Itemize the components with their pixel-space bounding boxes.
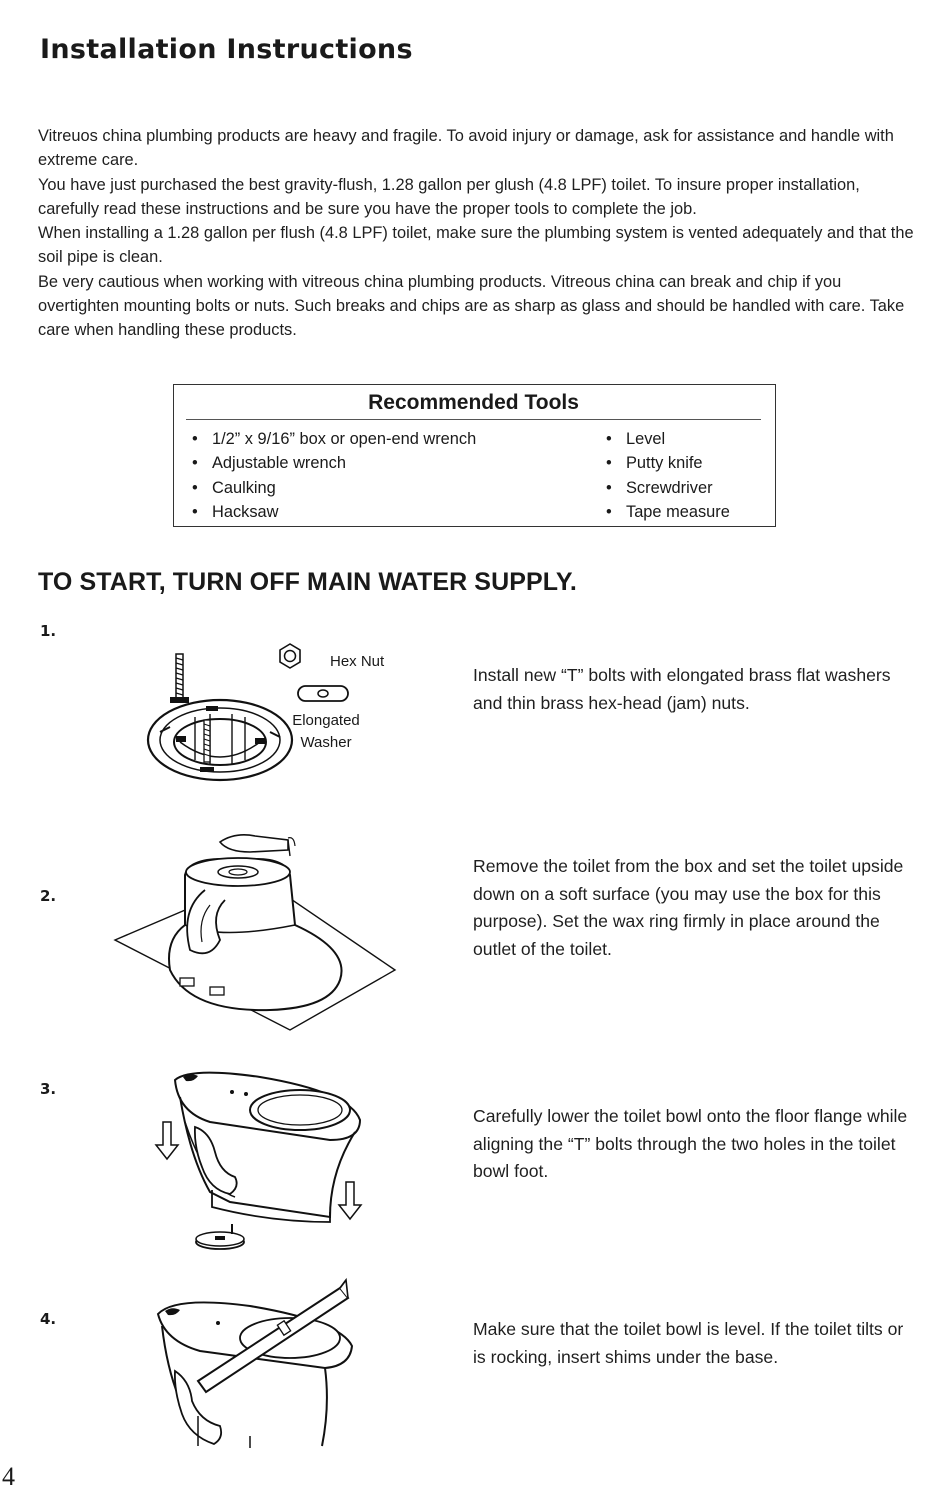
bullet-icon: • xyxy=(606,430,612,448)
step-3-number: 3. xyxy=(40,1080,57,1098)
toilet-upside-down-illustration xyxy=(110,830,400,1035)
hex-nut-label: Hex Nut xyxy=(330,653,385,670)
level-bowl-illustration xyxy=(150,1276,370,1451)
tool-item: • Tape measure xyxy=(606,500,730,524)
tool-item: • 1/2” x 9/16” box or open-end wrench xyxy=(192,427,476,451)
step-2-number: 2. xyxy=(40,887,57,905)
washer-label-line2: Washer xyxy=(300,734,352,751)
bullet-icon: • xyxy=(606,454,612,473)
tool-item: • Putty knife xyxy=(606,451,730,475)
tools-list-left xyxy=(192,427,476,525)
tools-list-right xyxy=(606,427,730,525)
start-heading: TO START, TURN OFF MAIN WATER SUPPLY. xyxy=(38,568,577,596)
intro-paragraph: Be very cautious when working with vitreous china plumbing products. Vitreous china can break and chip if you overtighten mounting bolts or nuts. Such breaks and chips are as sharp as glass and should be handled with care. Take care when handling these products. xyxy=(38,272,905,340)
lower-bowl-illustration xyxy=(150,1062,370,1257)
bullet-icon: • xyxy=(192,430,198,448)
intro-text xyxy=(38,124,918,343)
bullet-icon: • xyxy=(192,478,198,497)
tool-item: • Level xyxy=(606,427,730,451)
tool-item: • Hacksaw xyxy=(192,500,476,524)
step-2-text: Remove the toilet from the box and set the toilet upside down on a soft surface (you may use the box for this purpose). Set the wax ring firmly in place around the outlet of the toilet. xyxy=(473,856,904,959)
bullet-icon: • xyxy=(192,454,198,473)
intro-paragraph: Vitreuos china plumbing products are heavy and fragile. To avoid injury or damage, ask for assistance and handle with extreme care. xyxy=(38,127,894,170)
bolt-flange-illustration xyxy=(140,642,400,787)
intro-paragraph: You have just purchased the best gravity-flush, 1.28 gallon per glush (4.8 LPF) toilet. To insure proper installation, carefully read these instructions and be sure you have the proper tools to complete the job. xyxy=(38,175,860,218)
tool-item: • Screwdriver xyxy=(606,476,730,500)
step-4-number: 4. xyxy=(40,1310,57,1328)
page-title: Installation Instructions xyxy=(40,34,413,65)
step-3-text: Carefully lower the toilet bowl onto the floor flange while aligning the “T” bolts through the two holes in the toilet bowl foot. xyxy=(473,1106,908,1181)
recommended-tools-box xyxy=(173,384,776,527)
tools-title: Recommended Tools xyxy=(186,389,761,420)
step-4-text: Make sure that the toilet bowl is level. If the toilet tilts or is rocking, insert shims under the base. xyxy=(473,1319,904,1367)
washer-label-line1: Elongated xyxy=(292,712,360,729)
intro-paragraph: When installing a 1.28 gallon per flush (4.8 LPF) toilet, make sure the plumbing system is vented adequately and that the soil pipe is clean. xyxy=(38,224,914,267)
bullet-icon: • xyxy=(606,503,612,522)
step-1-text: Install new “T” bolts with elongated brass flat washers and thin brass hex-head (jam) nuts. xyxy=(473,665,891,713)
page-number: 4 xyxy=(2,1462,15,1491)
tool-item: • Adjustable wrench xyxy=(192,451,476,475)
tool-item: • Caulking xyxy=(192,476,476,500)
step-1-number: 1. xyxy=(40,622,57,640)
bullet-icon: • xyxy=(192,503,198,522)
bullet-icon: • xyxy=(606,478,612,497)
